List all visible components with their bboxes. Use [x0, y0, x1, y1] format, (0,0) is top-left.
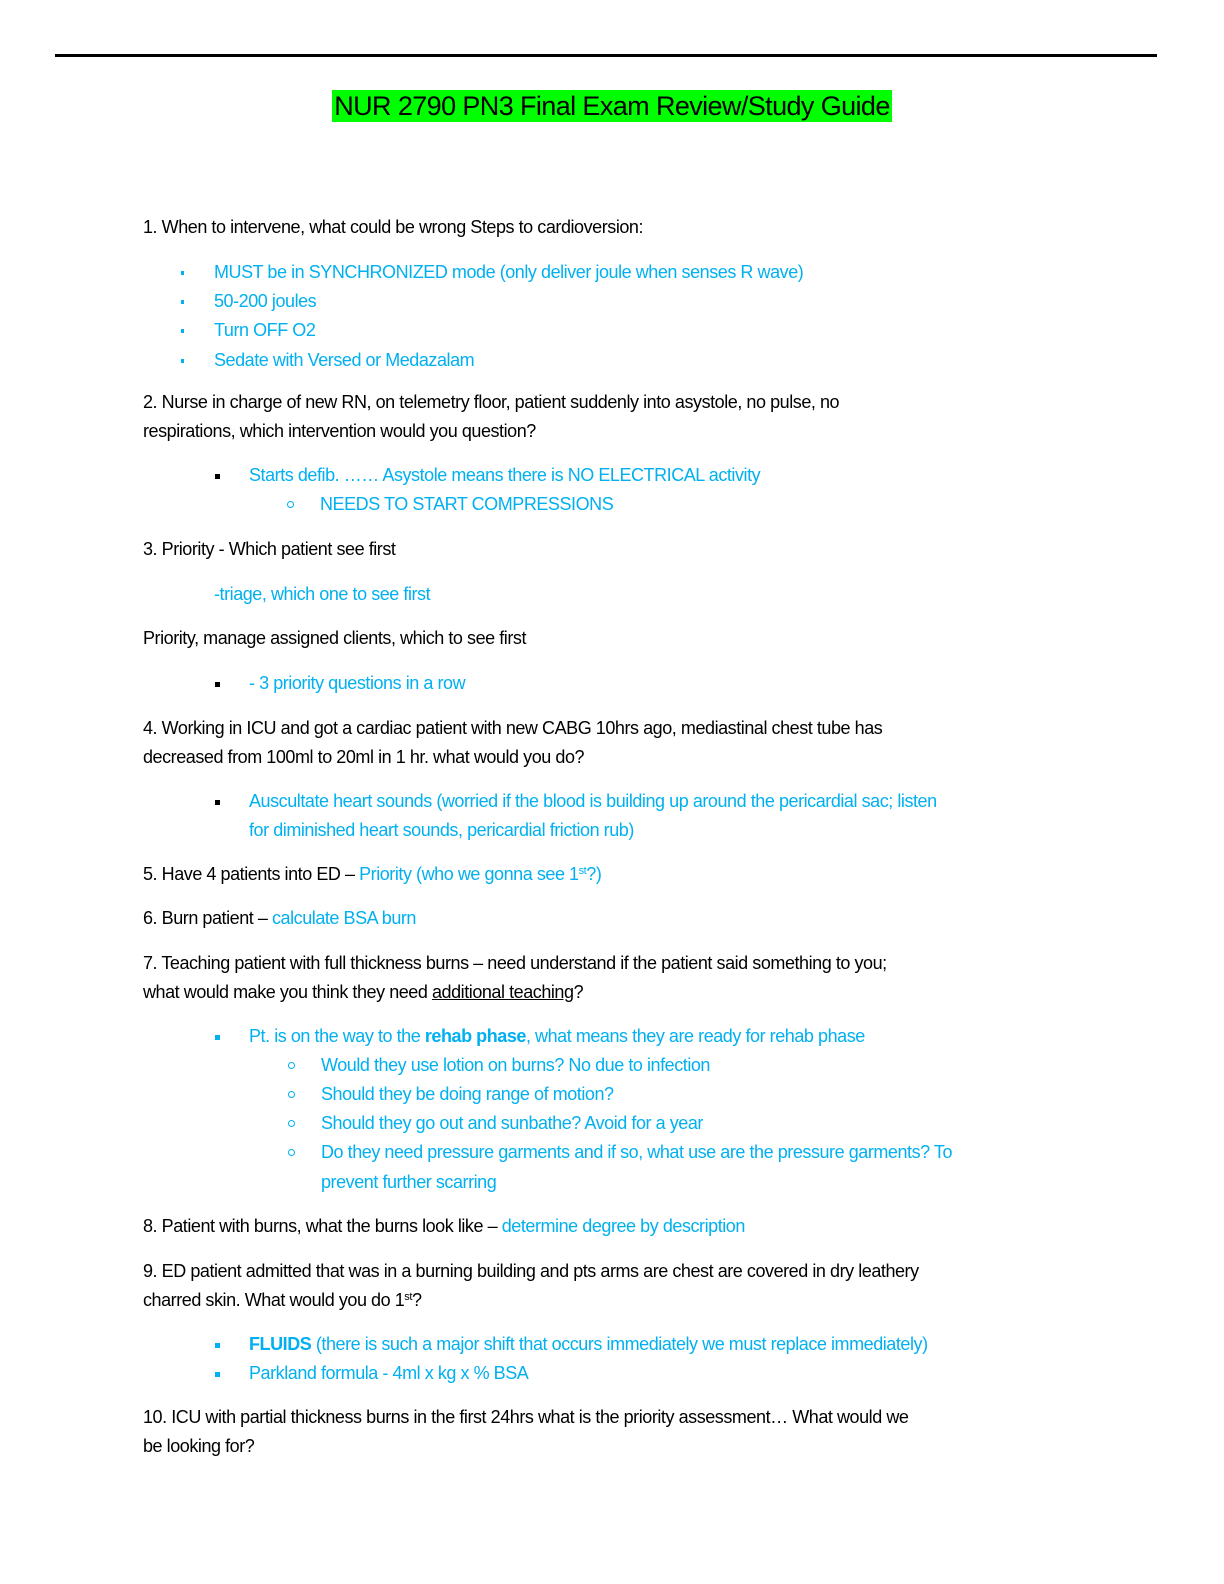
square-bullet-icon: [215, 1372, 220, 1377]
square-bullet-icon: [215, 474, 220, 479]
q2-answer: Starts defib. …… Asystole means there is NO ELECTRICAL activity: [249, 465, 761, 485]
page-title: NUR 2790 PN3 Final Exam Review/Study Guide: [334, 91, 890, 121]
question-9-line-2-text: charred skin. What would you do 1: [143, 1290, 405, 1310]
question-7-line-1: 7. Teaching patient with full thickness burns – need understand if the patient said something to you;: [143, 953, 887, 973]
title-container: [0, 90, 1224, 122]
question-8-text: 8. Patient with burns, what the burns look like –: [143, 1216, 502, 1236]
q7-answer-end: , what means they are ready for rehab phase: [525, 1026, 865, 1046]
question-10-line-2: be looking for?: [143, 1436, 255, 1456]
question-7-line-2-text: what would make you think they need: [143, 982, 432, 1002]
q1-answer-3: Turn OFF O2: [214, 320, 316, 340]
question-9-superscript: st: [404, 1291, 412, 1303]
q1-answer-1: MUST be in SYNCHRONIZED mode (only deliver joule when senses R wave): [214, 262, 804, 282]
circle-bullet-icon: [287, 501, 294, 508]
question-6: [143, 907, 416, 929]
bullet-icon: [181, 300, 184, 304]
additional-teaching-underlined: additional teaching: [431, 982, 574, 1002]
question-3-followup: Priority, manage assigned clients, which to see first: [143, 628, 526, 648]
q5-answer-end: ?): [586, 864, 602, 884]
question-6-text: 6. Burn patient –: [143, 908, 272, 928]
q4-answer-line-2: for diminished heart sounds, pericardial friction rub): [249, 820, 634, 840]
q6-answer: calculate BSA burn: [272, 908, 416, 928]
q4-answer-line-1: Auscultate heart sounds (worried if the blood is building up around the pericardial sac; listen: [249, 791, 937, 811]
bullet-icon: [181, 329, 184, 333]
question-8: [143, 1215, 745, 1237]
q7-sub-answer-4-continued: prevent further scarring: [321, 1172, 497, 1192]
question-4-line-1: 4. Working in ICU and got a cardiac patient with new CABG 10hrs ago, mediastinal chest tube has: [143, 718, 883, 738]
header-rule: [55, 54, 1157, 57]
q7-answer: [249, 1025, 865, 1047]
question-7-line-2-end: ?: [573, 982, 584, 1002]
q7-sub-answer-4: Do they need pressure garments and if so, what use are the pressure garments? To: [321, 1142, 953, 1162]
bullet-icon: [181, 359, 184, 363]
question-5-text: 5. Have 4 patients into ED –: [143, 864, 360, 884]
q3-answer: -triage, which one to see first: [214, 584, 431, 604]
circle-bullet-icon: [288, 1091, 295, 1098]
question-5: [143, 863, 601, 885]
square-bullet-icon: [215, 1343, 220, 1348]
square-bullet-icon: [215, 1035, 220, 1040]
q8-answer: determine degree by description: [501, 1216, 745, 1236]
q2-sub-answer: NEEDS TO START COMPRESSIONS: [320, 494, 614, 514]
question-9-line-1: 9. ED patient admitted that was in a burning building and pts arms are chest are covered in dry leathery: [143, 1261, 919, 1281]
question-7-line-2: [143, 981, 583, 1003]
q5-answer-text: Priority (who we gonna see 1: [359, 864, 579, 884]
question-9-line-2-end: ?: [411, 1290, 422, 1310]
q5-answer-superscript: st: [578, 865, 587, 877]
q7-sub-answer-2: Should they be doing range of motion?: [321, 1084, 614, 1104]
question-2-line-2: respirations, which intervention would you question?: [143, 421, 536, 441]
q7-answer-text: Pt. is on the way to the: [249, 1026, 425, 1046]
q7-sub-answer-1: Would they use lotion on burns? No due to infection: [321, 1055, 710, 1075]
bullet-icon: [181, 271, 184, 275]
q7-sub-answer-3: Should they go out and sunbathe? Avoid for a year: [321, 1113, 703, 1133]
circle-bullet-icon: [288, 1149, 295, 1156]
q9-answer-1-bold: FLUIDS: [249, 1334, 312, 1354]
question-3: 3. Priority - Which patient see first: [143, 539, 396, 559]
question-4-line-2: decreased from 100ml to 20ml in 1 hr. what would you do?: [143, 747, 585, 767]
q7-answer-bold: rehab phase: [424, 1026, 526, 1046]
circle-bullet-icon: [288, 1062, 295, 1069]
q1-answer-4: Sedate with Versed or Medazalam: [214, 350, 475, 370]
q9-answer-1-text: (there is such a major shift that occurs immediately we must replace immediately): [311, 1334, 928, 1354]
circle-bullet-icon: [288, 1120, 295, 1127]
q3-followup-answer: - 3 priority questions in a row: [249, 673, 466, 693]
question-2-line-1: 2. Nurse in charge of new RN, on telemetry floor, patient suddenly into asystole, no pulse, no: [143, 392, 840, 412]
q9-answer-2: Parkland formula - 4ml x kg x % BSA: [249, 1363, 529, 1383]
q9-answer-1: [249, 1333, 928, 1355]
q1-answer-2: 50-200 joules: [214, 291, 317, 311]
question-1: 1. When to intervene, what could be wrong Steps to cardioversion:: [143, 217, 644, 237]
question-9-line-2: [143, 1289, 422, 1311]
square-bullet-icon: [215, 682, 220, 687]
question-10-line-1: 10. ICU with partial thickness burns in the first 24hrs what is the priority assessment… What would we: [143, 1407, 909, 1427]
square-bullet-icon: [215, 800, 220, 805]
